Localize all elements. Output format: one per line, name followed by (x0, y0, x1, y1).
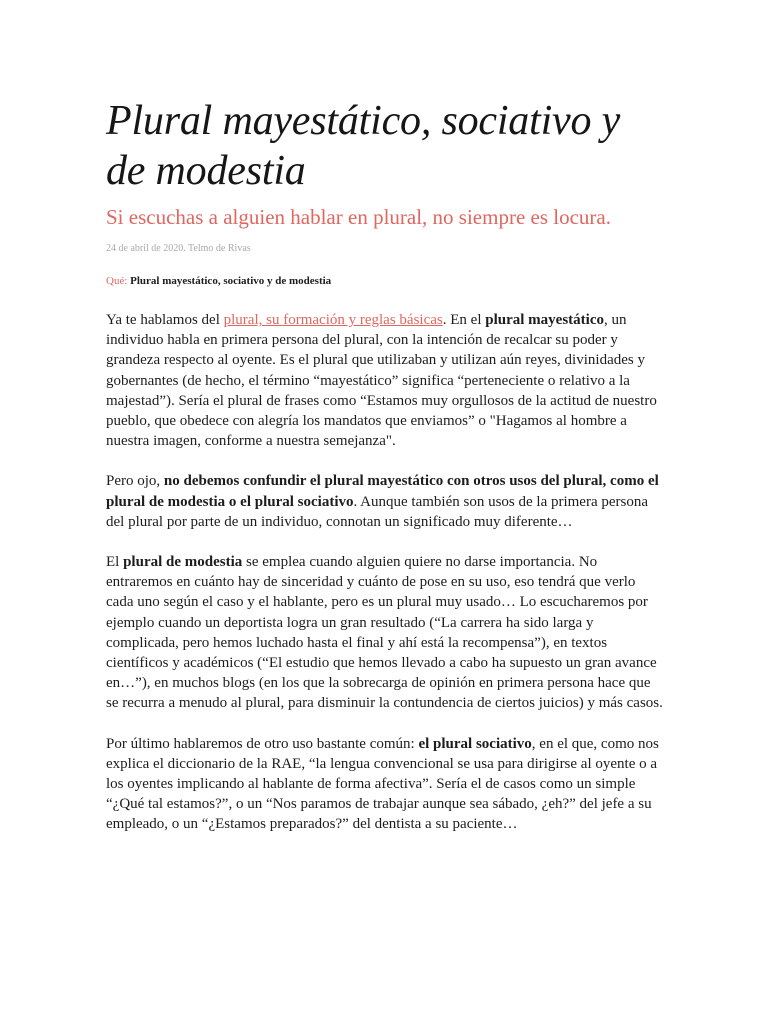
p1-bold-term: plural mayestático (485, 312, 604, 328)
p1-text-1: Ya te hablamos del (106, 312, 224, 328)
p2-bold-term: no debemos confundir el plural mayestático con otros usos del plural, como el plural de modestia o el plural sociativo (106, 473, 659, 510)
p1-text-3: , un individuo habla en primera persona del plural, con la intención de recalcar su poder y grandeza respecto al oyente. Es el plural que utilizaban y utilizan aún reyes, divinidades y gobernantes (de hecho, el término “mayestático” significa “perteneciente o relativo a la majestad”). Sería el plural de frases como “Estamos muy orgullosos de la actitud de nuestro pueblo, que obedece con alegría los mandatos que enviamos” o "Hagamos al hombre a nuestra imagen, conforme a nuestra semejanza". (106, 312, 657, 450)
page-title: Plural mayestático, sociativo y de modestia (106, 98, 621, 194)
paragraph-warning (106, 471, 666, 532)
p4-text-1: Por último hablaremos de otro uso bastante común: (106, 735, 419, 752)
article-meta: 24 de abril de 2020. Telmo de Rivas (106, 243, 251, 254)
p3-bold-term: plural de modestia (123, 554, 243, 571)
topic-tag-line (106, 274, 666, 288)
plural-basics-link[interactable]: plural, su formación y reglas básicas (223, 312, 443, 328)
paragraph-modestia (106, 552, 666, 714)
p4-bold-term: el plural sociativo (418, 735, 532, 752)
p3-text-1: El (106, 554, 124, 571)
p2-text-1: Pero ojo, (106, 473, 164, 490)
article (106, 96, 666, 835)
topic-tag-label: Qué: (106, 275, 128, 287)
p3-text-2: se emplea cuando alguien quiere no darse importancia. No entraremos en cuánto hay de sinceridad y cuánto de pose en su uso, eso tendrá que verlo cada uno según el caso y el hablante, pero es un plural muy usado… Lo escucharemos por ejemplo cuando un deportista logra un gran resultado (“La carrera ha sido larga y complicada, pero hemos luchado hasta el final y ahí está la recompensa”), en textos científicos y académicos (“El estudio que hemos llevado a cabo ha supuesto un gran avance en…”), en muchos blogs (en los que la sobrecarga de opinión en primera persona hace que se recurra a menudo al plural, para disminuir la contundencia de ciertos juicios) y más casos. (106, 554, 663, 712)
subtitle: Si escuchas a alguien hablar en plural, no siempre es locura. (106, 205, 611, 229)
p2-text-2: . Aunque también son usos de la primera persona del plural por parte de un individuo, connotan un significado muy diferente… (106, 493, 649, 530)
p4-text-2: , en el que, como nos explica el diccionario de la RAE, “la lengua convencional se usa para dirigirse al oyente o a los oyentes implicando al hablante de forma afectiva”. Sería el de casos como un simple “¿Qué tal estamos?”, o un “Nos paramos de trabajar aunque sea sábado, ¿eh?” del jefe a su empleado, o un “¿Estamos preparados?” del dentista a su paciente… (106, 735, 659, 833)
p1-text-2: . En el (442, 312, 486, 328)
paragraph-mayestatico (106, 310, 666, 451)
topic-tag-value: Plural mayestático, sociativo y de modestia (130, 275, 332, 287)
paragraph-sociativo (106, 734, 666, 835)
